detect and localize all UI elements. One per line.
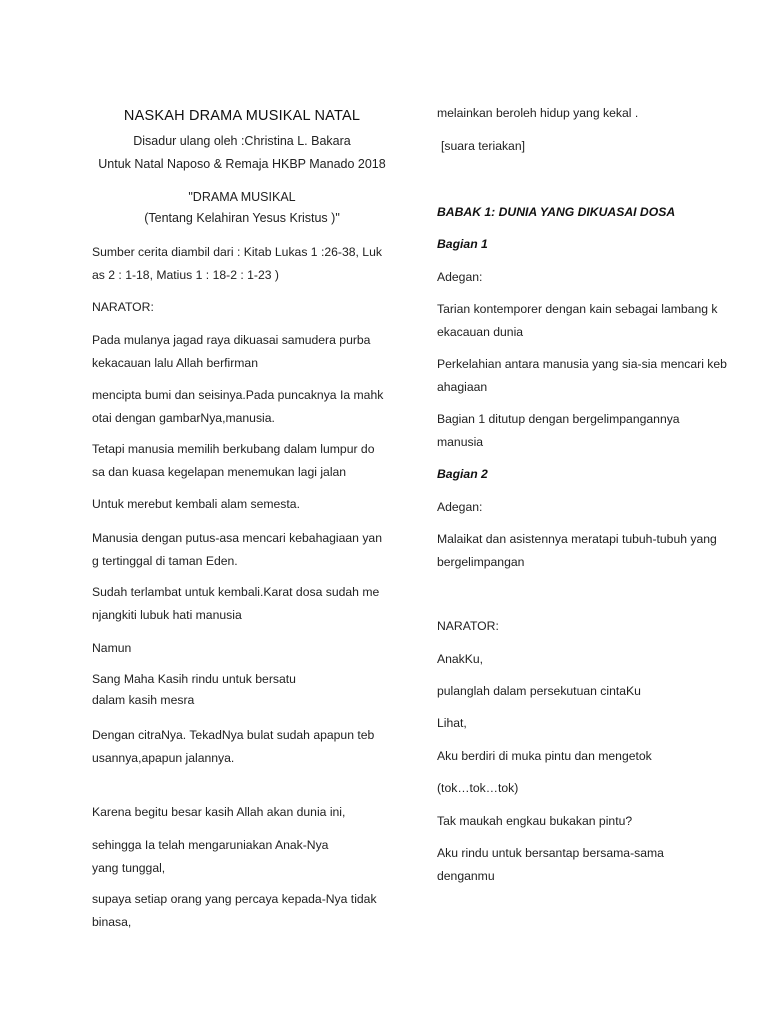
subtitle-line-1: "DRAMA MUSIKAL: [188, 190, 296, 204]
act-heading: BABAK 1: DUNIA YANG DIKUASAI DOSA: [437, 205, 676, 219]
text-line: Tarian kontemporer dengan kain sebagai lambang k: [437, 302, 718, 316]
paragraph: [92, 384, 383, 430]
text-line: g tertinggal di taman Eden.: [92, 554, 238, 568]
text-line: Sudah terlambat untuk kembali.Karat dosa sudah me: [92, 585, 380, 599]
adapted-by-line: Disadur ulang oleh :Christina L. Bakara: [133, 134, 351, 148]
text-line: Sumber cerita diambil dari : Kitab Lukas 1 :26-38, Luk: [92, 245, 382, 259]
narrator-label: NARATOR:: [437, 619, 499, 633]
source-paragraph: [92, 241, 382, 287]
paragraph: [92, 724, 374, 770]
subtitle-line-2: (Tentang Kelahiran Yesus Kristus )": [144, 211, 340, 225]
scene-label: Adegan:: [437, 270, 483, 284]
paragraph: [437, 298, 718, 344]
dialogue-line: (tok…tok…tok): [437, 781, 519, 795]
text-line: as 2 : 1-18, Matius 1 : 18-2 : 1-23 ): [92, 268, 279, 282]
part-heading-2: Bagian 2: [437, 467, 488, 481]
narrator-label: NARATOR:: [92, 300, 154, 314]
text-line: Sang Maha Kasih rindu untuk bersatu: [92, 672, 296, 686]
text-line: usannya,apapun jalannya.: [92, 751, 235, 765]
text-line: dalam kasih mesra: [92, 693, 195, 707]
dialogue-line: [437, 842, 664, 888]
scene-label: Adegan:: [437, 500, 483, 514]
text-line: bergelimpangan: [437, 555, 525, 569]
text-line: yang tunggal,: [92, 861, 166, 875]
text-line: mencipta bumi dan seisinya.Pada puncaknya Ia mahk: [92, 388, 384, 402]
paragraph: Namun: [92, 641, 132, 655]
dialogue-line: AnakKu,: [437, 652, 484, 666]
text-line: binasa,: [92, 915, 132, 929]
text-line: Malaikat dan asistennya meratapi tubuh-tubuh yang: [437, 532, 717, 546]
paragraph: [92, 834, 328, 880]
text-line: denganmu: [437, 869, 495, 883]
text-line: kekacauan lalu Allah berfirman: [92, 356, 258, 370]
paragraph: [437, 353, 727, 399]
paragraph: [437, 528, 717, 574]
paragraph: Karena begitu besar kasih Allah akan dunia ini,: [92, 805, 346, 819]
text-line: Tetapi manusia memilih berkubang dalam lumpur do: [92, 442, 375, 456]
paragraph: [92, 669, 296, 711]
dialogue-line: Tak maukah engkau bukakan pintu?: [437, 814, 633, 828]
paragraph: [437, 408, 680, 454]
text-line: Aku rindu untuk bersantap bersama-sama: [437, 846, 664, 860]
paragraph: [92, 329, 370, 375]
document-title: NASKAH DRAMA MUSIKAL NATAL: [123, 108, 361, 124]
part-heading-1: Bagian 1: [437, 237, 488, 251]
text-line: Perkelahian antara manusia yang sia-sia mencari keb: [437, 357, 727, 371]
paragraph: [92, 527, 382, 573]
text-line: njangkiti lubuk hati manusia: [92, 608, 242, 622]
paragraph: Untuk merebut kembali alam semesta.: [92, 497, 300, 511]
paragraph: [92, 581, 379, 627]
stage-direction: [suara teriakan]: [441, 139, 526, 153]
text-line: Pada mulanya jagad raya dikuasai samudera purba: [92, 333, 371, 347]
paragraph: [92, 438, 375, 484]
dialogue-line: Lihat,: [437, 716, 467, 730]
dialogue-line: pulanglah dalam persekutuan cintaKu: [437, 684, 641, 698]
text-line: supaya setiap orang yang percaya kepada-Nya tidak: [92, 892, 377, 906]
text-line: ahagiaan: [437, 380, 488, 394]
paragraph: melainkan beroleh hidup yang kekal .: [437, 106, 639, 120]
text-line: Bagian 1 ditutup dengan bergelimpangannya: [437, 412, 680, 426]
text-line: sa dan kuasa kegelapan menemukan lagi jalan: [92, 465, 347, 479]
text-line: Manusia dengan putus-asa mencari kebahagiaan yan: [92, 531, 382, 545]
occasion-line: Untuk Natal Naposo & Remaja HKBP Manado 2018: [98, 157, 386, 171]
text-line: manusia: [437, 435, 484, 449]
text-line: sehingga Ia telah mengaruniakan Anak-Nya: [92, 838, 329, 852]
paragraph: [92, 888, 377, 934]
text-line: ekacauan dunia: [437, 325, 524, 339]
text-line: otai dengan gambarNya,manusia.: [92, 411, 275, 425]
text-line: Dengan citraNya. TekadNya bulat sudah apapun teb: [92, 728, 375, 742]
dialogue-line: Aku berdiri di muka pintu dan mengetok: [437, 749, 652, 763]
